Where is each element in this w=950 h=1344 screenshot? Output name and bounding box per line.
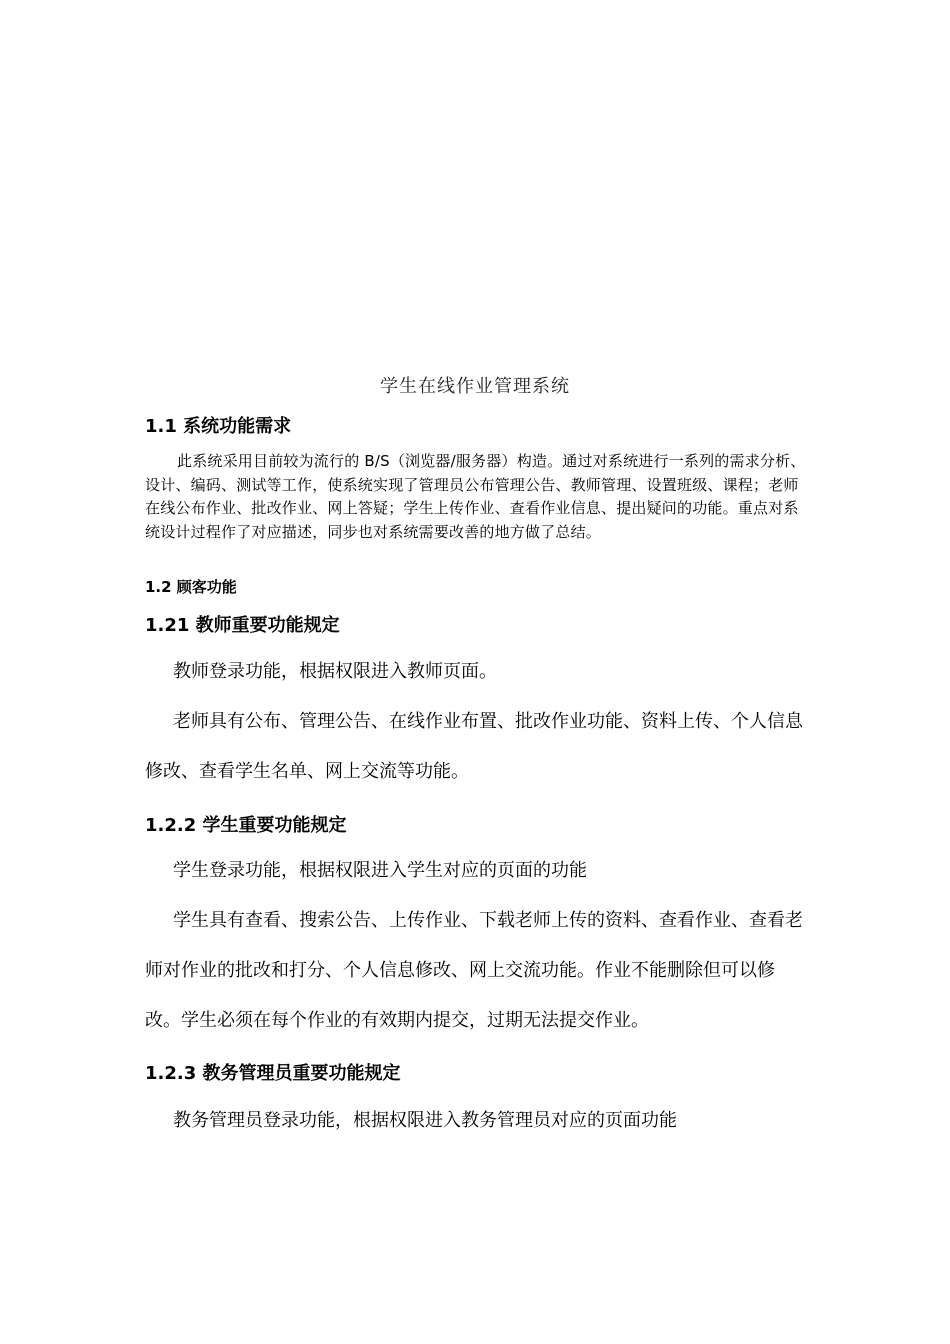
section-heading-1-21: 1.21 教师重要功能规定 bbox=[145, 615, 340, 636]
section-1-2-3-paragraph-1 bbox=[145, 1096, 807, 1146]
section-1-2-2-paragraph-2 bbox=[145, 896, 807, 1046]
section-heading-1-2-2: 1.2.2 学生重要功能规定 bbox=[145, 815, 347, 836]
section-1-1-text: 此系统采用目前较为流行的 B/S（浏览器/服务器）构造。通过对系统进行一系列的需求分析、设计、编码、测试等工作，使系统实现了管理员公布管理公告、教师管理、设置班级、课程；老师在线公布作业、批改作业、网上答疑；学生上传作业、查看作业信息、提出疑问的功能。重点对系统设计过程作了对应描述，同步也对系统需要改善的地方做了总结。 bbox=[145, 452, 806, 541]
section-1-21-p2-text: 老师具有公布、管理公告、在线作业布置、批改作业功能、资料上传、个人信息修改、查看学生名单、网上交流等功能。 bbox=[145, 711, 803, 782]
section-1-21-p1-text: 教师登录功能，根据权限进入教师页面。 bbox=[173, 661, 497, 682]
section-1-21-paragraph-2 bbox=[145, 697, 807, 797]
section-1-2-2-paragraph-1 bbox=[145, 846, 807, 896]
section-heading-1-2-3: 1.2.3 教务管理员重要功能规定 bbox=[145, 1063, 401, 1084]
section-1-21-paragraph-1 bbox=[145, 647, 807, 697]
section-1-2-2-p1-text: 学生登录功能，根据权限进入学生对应的页面的功能 bbox=[173, 860, 587, 881]
section-1-2-2-p2-text: 学生具有查看、搜索公告、上传作业、下载老师上传的资料、查看作业、查看老师对作业的批改和打分、个人信息修改、网上交流功能。作业不能删除但可以修改。学生必须在每个作业的有效期内提交，过期无法提交作业。 bbox=[145, 910, 803, 1031]
section-1-1-body bbox=[145, 450, 807, 544]
document-title: 学生在线作业管理系统 bbox=[380, 376, 570, 397]
section-1-2-3-p1-text: 教务管理员登录功能，根据权限进入教务管理员对应的页面功能 bbox=[173, 1110, 677, 1131]
section-heading-1-2: 1.2 顾客功能 bbox=[145, 578, 237, 596]
section-heading-1-1: 1.1 系统功能需求 bbox=[145, 416, 292, 437]
